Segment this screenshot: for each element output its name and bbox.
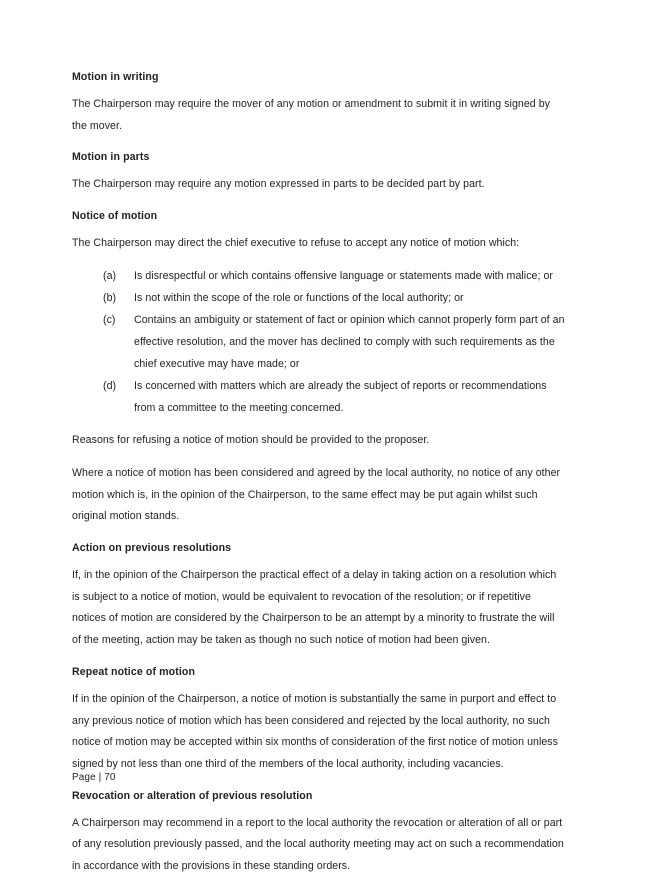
section-repeat-notice-of-motion bbox=[72, 689, 566, 776]
list-item bbox=[72, 266, 566, 288]
section-revocation-or-alteration bbox=[72, 813, 566, 878]
list-item-marker: (b) bbox=[103, 292, 117, 305]
lettered-list bbox=[72, 266, 566, 419]
list-item-text: Is concerned with matters which are already the subject of reports or recommendations from a committee to the meeting concerned. bbox=[134, 379, 547, 414]
page-footer bbox=[72, 770, 566, 786]
section-action-on-previous-resolutions bbox=[72, 565, 566, 652]
paragraph-lead: The Chairperson may direct the chief executive to refuse to accept any notice of motion which: bbox=[72, 237, 520, 250]
heading-action-on-previous-resolutions: Action on previous resolutions bbox=[72, 542, 232, 555]
heading-repeat-notice-of-motion: Repeat notice of motion bbox=[72, 665, 196, 678]
heading-motion-in-writing: Motion in writing bbox=[72, 71, 159, 83]
list-item-marker: (c) bbox=[103, 314, 116, 327]
paragraph: If in the opinion of the Chairperson, a notice of motion is substantially the same in purport and effect to any previous notice of motion which has been considered and rejected by the local authority, no such notice of motion may be accepted within six months of consideration of the first notice of motion unless signed by not less than one third of the members of the local authority, including vacancies. bbox=[72, 692, 559, 770]
paragraph: If, in the opinion of the Chairperson the practical effect of a delay in taking action on a resolution which is subject to a notice of motion, would be equivalent to revocation of the resolution; or if repetitive notices of motion are considered by the Chairperson to be an attempt by a minority to frustrate the will of the meeting, action may be taken as though no such notice of motion had been given. bbox=[72, 569, 557, 647]
list-item-text: Is disrespectful or which contains offensive language or statements made with malice; or bbox=[134, 269, 554, 282]
list-item-text: Contains an ambiguity or statement of fact or opinion which cannot properly form part of an effective resolution, and the mover has declined to comply with such requirements as the chief executive may have made; or bbox=[134, 314, 565, 370]
paragraph: A Chairperson may recommend in a report to the local authority the revocation or alteration of all or part of any resolution previously passed, and the local authority meeting may act on such a recommendation in accordance with the provisions in these standing orders. bbox=[72, 816, 564, 873]
paragraph: The Chairperson may require the mover of any motion or amendment to submit it in writing signed by the mover. bbox=[72, 98, 551, 132]
paragraph: The Chairperson may require any motion expressed in parts to be decided part by part. bbox=[72, 178, 485, 191]
list-item bbox=[72, 288, 566, 310]
list-item bbox=[72, 376, 566, 419]
heading-motion-in-parts: Motion in parts bbox=[72, 151, 150, 164]
page-number-label: Page | 70 bbox=[72, 772, 116, 783]
list-item-marker: (d) bbox=[103, 379, 117, 392]
section-motion-in-writing bbox=[72, 94, 566, 137]
paragraph: Where a notice of motion has been considered and agreed by the local authority, no notice of any other motion which is, in the opinion of the Chairperson, to the same effect may be put again whilst such original motion stands. bbox=[72, 466, 561, 523]
section-motion-in-parts bbox=[72, 174, 566, 196]
heading-revocation-or-alteration: Revocation or alteration of previous resolution bbox=[72, 789, 313, 802]
document-body bbox=[72, 70, 566, 889]
list-item bbox=[72, 310, 566, 375]
heading-notice-of-motion: Notice of motion bbox=[72, 210, 158, 223]
list-item-marker: (a) bbox=[103, 269, 117, 282]
section-notice-of-motion bbox=[72, 233, 566, 528]
list-item-text: Is not within the scope of the role or functions of the local authority; or bbox=[134, 292, 464, 305]
paragraph: Reasons for refusing a notice of motion should be provided to the proposer. bbox=[72, 434, 430, 447]
